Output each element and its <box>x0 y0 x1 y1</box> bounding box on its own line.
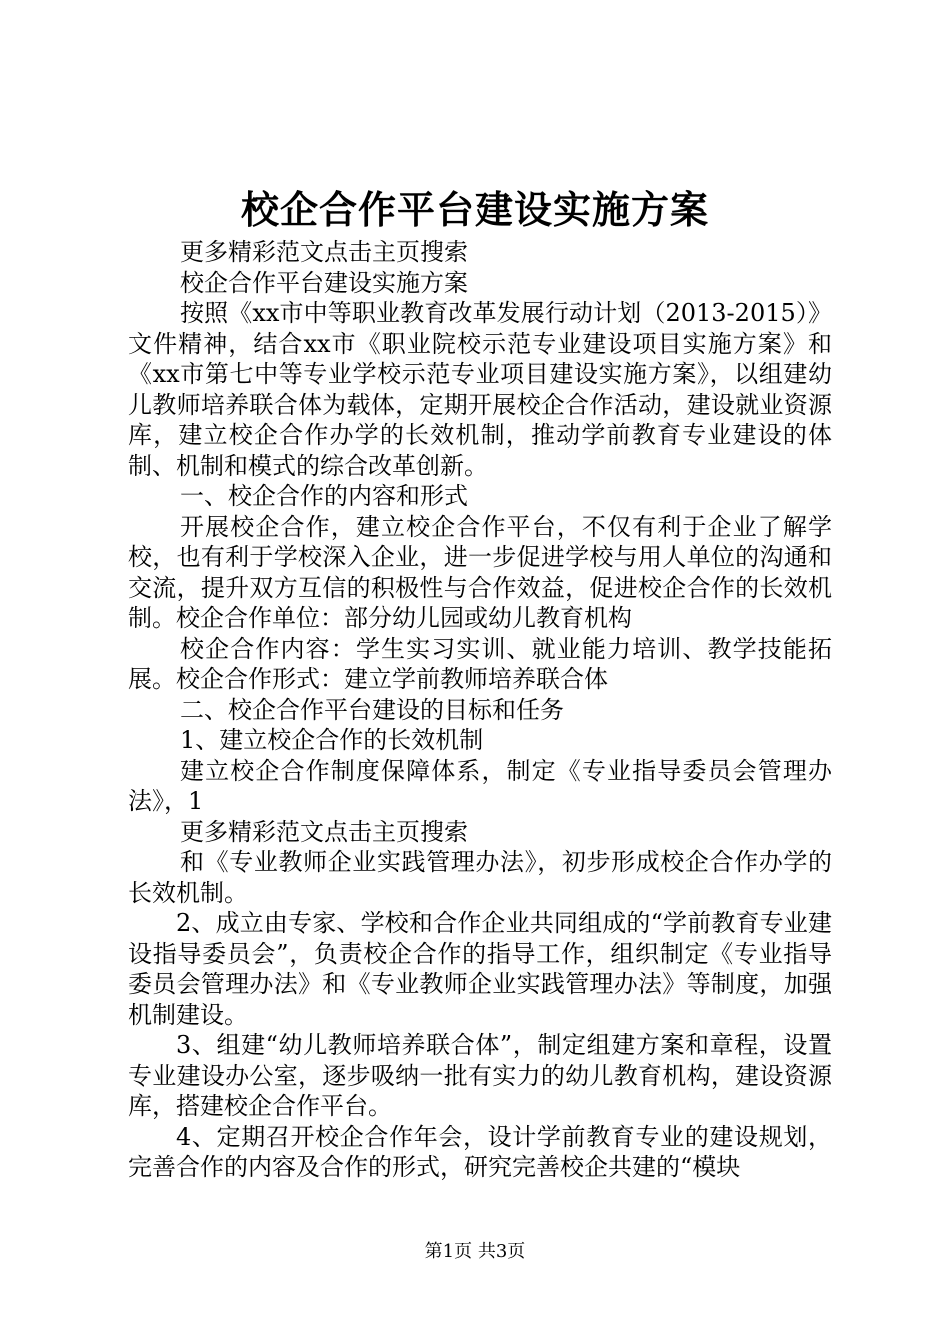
paragraph-subtitle: 校企合作平台建设实施方案 <box>180 268 468 297</box>
paragraph-system-continued: 和《专业教师企业实践管理办法》，初步形成校企合作办学的长效机制。 <box>128 848 832 907</box>
page-footer: 第1页 共3页 <box>424 1241 526 1262</box>
paragraph-promo-link-2: 更多精彩范文点击主页搜索 <box>180 817 468 846</box>
paragraph-promo-link: 更多精彩范文点击主页搜索 <box>180 238 468 266</box>
paragraph-item-3: 3、组建“幼儿教师培养联合体”，制定组建方案和章程，设置专业建设办公室，逐步吸纳一批有实力的幼儿教育机构，建设资源库，搭建校企合作平台。 <box>128 1031 832 1120</box>
paragraph-intro: 按照《xx市中等职业教育改革发展行动计划（2013-2015）》文件精神，结合xx市《职业院校示范专业建设项目实施方案》和《xx市第七中等专业学校示范专业项目建设实施方案》，以组建幼儿教师培养联合体为载体，定期开展校企合作活动，建设就业资源库，建立校企合作办学的长效机制，推动学前教育专业建设的体制、机制和模式的综合改革创新。 <box>128 299 832 480</box>
paragraph-item-2: 2、成立由专家、学校和合作企业共同组成的“学前教育专业建设指导委员会”，负责校企合作的指导工作，组织制定《专业指导委员会管理办法》和《专业教师企业实践管理办法》等制度，加强机制建设。 <box>128 909 832 1029</box>
paragraph-cooperation-overview: 开展校企合作，建立校企合作平台，不仅有利于企业了解学校，也有利于学校深入企业，进一步促进学校与用人单位的沟通和交流，提升双方互信的积极性与合作效益，促进校企合作的长效机制。校企合作单位：部分幼儿园或幼儿教育机构 <box>128 512 832 632</box>
paragraph-system-guarantee: 建立校企合作制度保障体系，制定《专业指导委员会管理办法》，1 <box>128 756 832 815</box>
paragraph-cooperation-content: 校企合作内容：学生实习实训、就业能力培训、教学技能拓展。校企合作形式：建立学前教师培养联合体 <box>128 634 832 693</box>
section-heading-1: 一、校企合作的内容和形式 <box>180 482 468 510</box>
document-body <box>128 237 832 1183</box>
subheading-1: 1、建立校企合作的长效机制 <box>180 726 484 754</box>
document-title: 校企合作平台建设实施方案 <box>240 187 709 232</box>
section-heading-2: 二、校企合作平台建设的目标和任务 <box>180 695 564 724</box>
paragraph-item-4: 4、定期召开校企合作年会，设计学前教育专业的建设规划，完善合作的内容及合作的形式，研究完善校企共建的“模块 <box>128 1122 832 1181</box>
